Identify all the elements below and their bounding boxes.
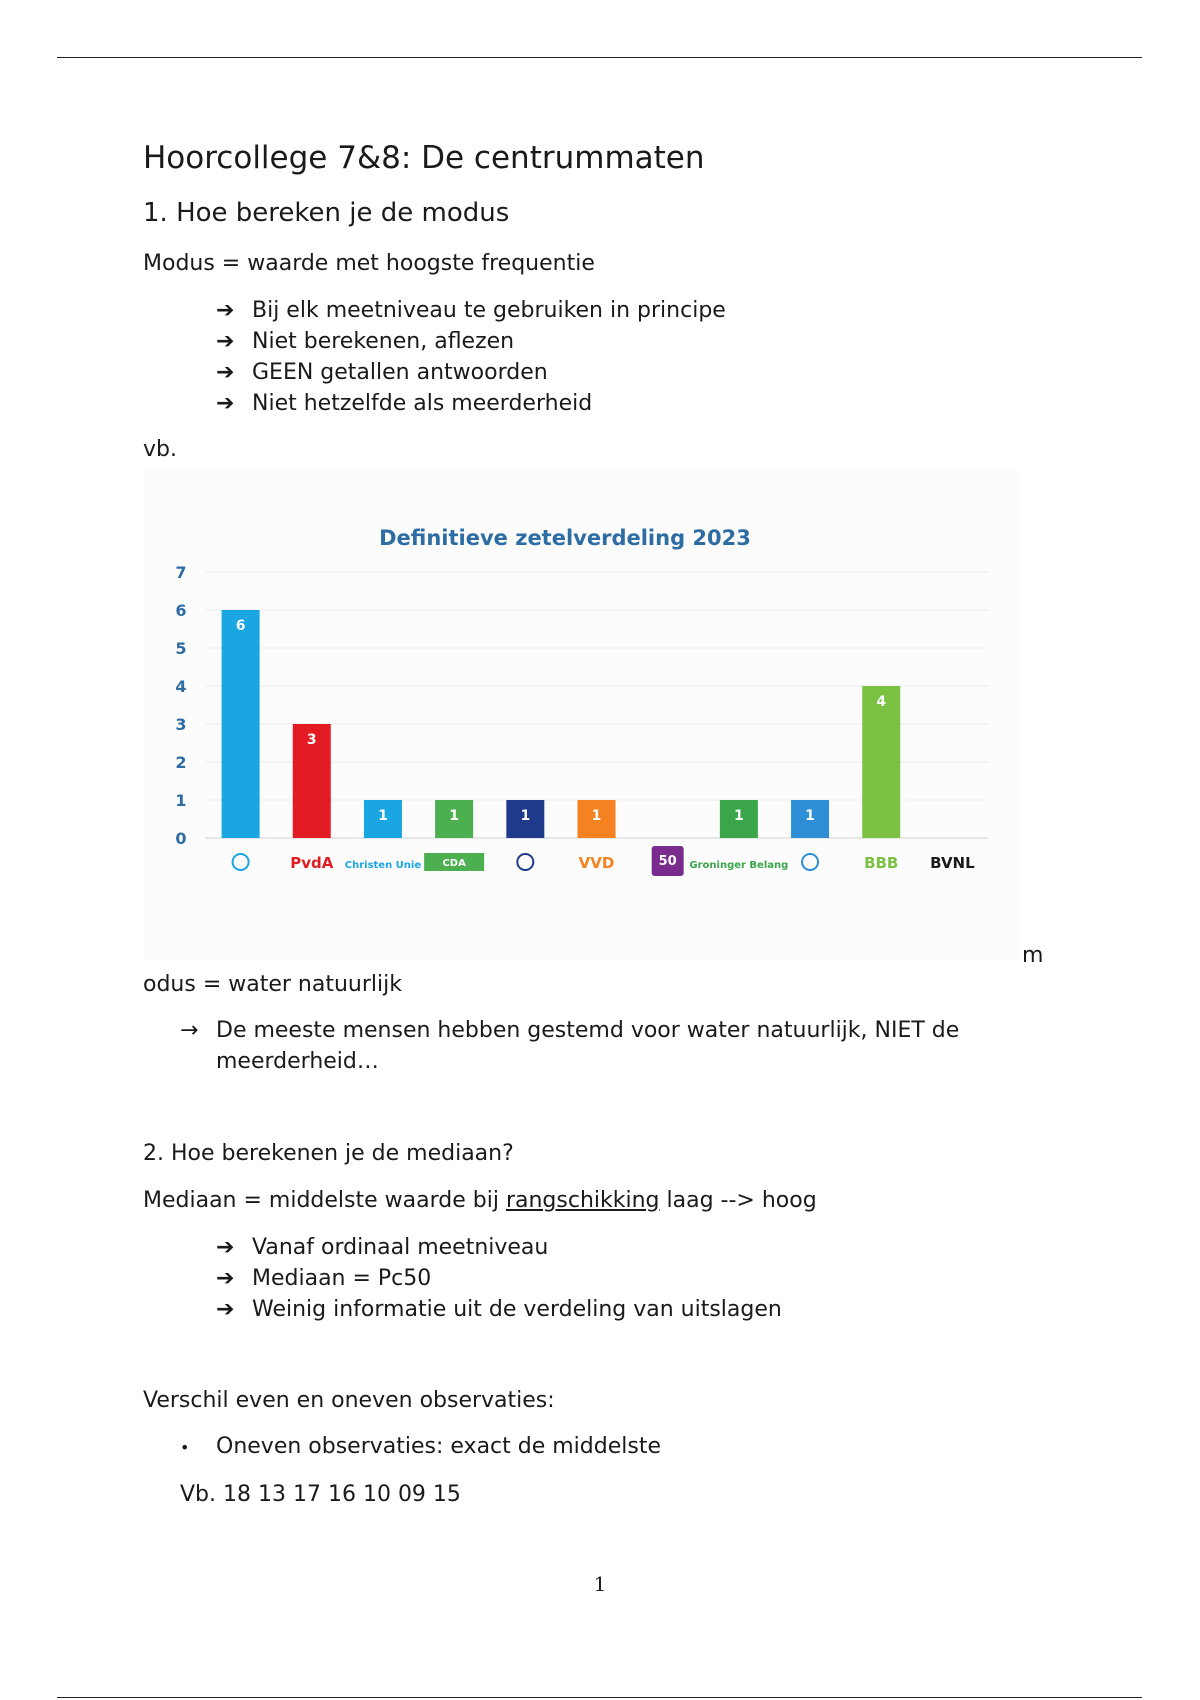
category-label: Groninger Belang: [689, 860, 789, 871]
party-logo-icon: [233, 854, 249, 870]
example-values: Vb. 18 13 17 16 10 09 15: [180, 1482, 461, 1507]
bar-data-label: 4: [876, 694, 887, 710]
y-tick-label: 1: [175, 791, 187, 810]
modus-result: odus = water natuurlijk: [143, 972, 402, 997]
list-item: ➔ Vanaf ordinaal meetniveau: [216, 1232, 782, 1263]
observation-list: [180, 1434, 661, 1459]
bar-data-label: 1: [378, 808, 388, 824]
bar-data-label: 1: [591, 808, 602, 824]
modus-note: [180, 1015, 1080, 1077]
chart-title: Definitieve zetelverdeling 2023: [379, 526, 751, 550]
section-1-heading: 1. Hoe bereken je de modus: [143, 198, 510, 228]
list-item: ➔ Weinig informatie uit de verdeling van uitslagen: [216, 1294, 782, 1325]
arrow-icon: ➔: [216, 1297, 235, 1322]
party-logo-icon: [802, 854, 818, 870]
party-logo-icon: [517, 854, 533, 870]
y-tick-label: 7: [175, 563, 187, 582]
median-bullet-list: [216, 1232, 782, 1325]
bar-data-label: 1: [449, 808, 460, 824]
list-item: ➔ Bij elk meetniveau te gebruiken in principe: [216, 295, 726, 326]
bar-chart-svg: [143, 470, 1020, 960]
bar-data-label: 1: [805, 808, 815, 824]
list-item: Oneven observaties: exact de middelste: [216, 1434, 661, 1459]
arrow-icon: ➔: [216, 1235, 235, 1260]
y-tick-label: 2: [175, 753, 187, 772]
category-label: Christen Unie: [344, 860, 422, 871]
page-number: 1: [593, 1572, 607, 1596]
section-2-heading: 2. Hoe berekenen je de mediaan?: [143, 1141, 514, 1166]
bullet-icon: •: [180, 1437, 190, 1457]
bar-data-label: 1: [733, 808, 744, 824]
y-tick-label: 5: [175, 639, 187, 658]
category-label: BBB: [864, 854, 899, 872]
bottom-rule: [57, 1697, 1142, 1698]
difference-heading: Verschil even en oneven observaties:: [143, 1388, 555, 1413]
arrow-icon: ➔: [216, 329, 235, 354]
list-item: ➔ GEEN getallen antwoorden: [216, 357, 726, 388]
y-tick-label: 6: [175, 601, 187, 620]
median-definition: Mediaan = middelste waarde bij rangschikking laag --> hoog: [143, 1188, 817, 1213]
stray-letter: m: [1022, 943, 1044, 968]
modus-bullet-list: [216, 295, 726, 419]
arrow-icon: ➔: [216, 298, 235, 323]
y-tick-label: 0: [175, 829, 187, 848]
arrow-icon: ➔: [216, 360, 235, 385]
category-label: 50: [658, 854, 677, 869]
seat-distribution-chart: [143, 470, 1020, 960]
page-title: Hoorcollege 7&8: De centrummaten: [143, 140, 705, 176]
underlined-term: rangschikking: [505, 1188, 660, 1213]
list-item: ➔ Niet berekenen, aflezen: [216, 326, 726, 357]
bar: [222, 610, 260, 838]
category-label: PvdA: [290, 854, 334, 872]
arrow-icon: →: [180, 1018, 199, 1043]
arrow-icon: ➔: [216, 1266, 235, 1291]
category-label: CDA: [442, 858, 466, 869]
top-rule: [57, 57, 1142, 58]
list-item: ➔ Niet hetzelfde als meerderheid: [216, 388, 726, 419]
category-label: VVD: [578, 854, 615, 872]
note-text: De meeste mensen hebben gestemd voor water natuurlijk, NIET de meerderheid…: [216, 1018, 960, 1074]
example-label: vb.: [143, 437, 177, 462]
y-tick-label: 3: [175, 715, 187, 734]
list-item: ➔ Mediaan = Pc50: [216, 1263, 782, 1294]
bar-data-label: 1: [520, 808, 531, 824]
arrow-icon: ➔: [216, 391, 235, 416]
category-label: BVNL: [930, 854, 975, 872]
y-tick-label: 4: [175, 677, 187, 696]
modus-definition: Modus = waarde met hoogste frequentie: [143, 251, 595, 276]
bar-data-label: 3: [306, 732, 317, 748]
bar-data-label: 6: [235, 618, 246, 634]
